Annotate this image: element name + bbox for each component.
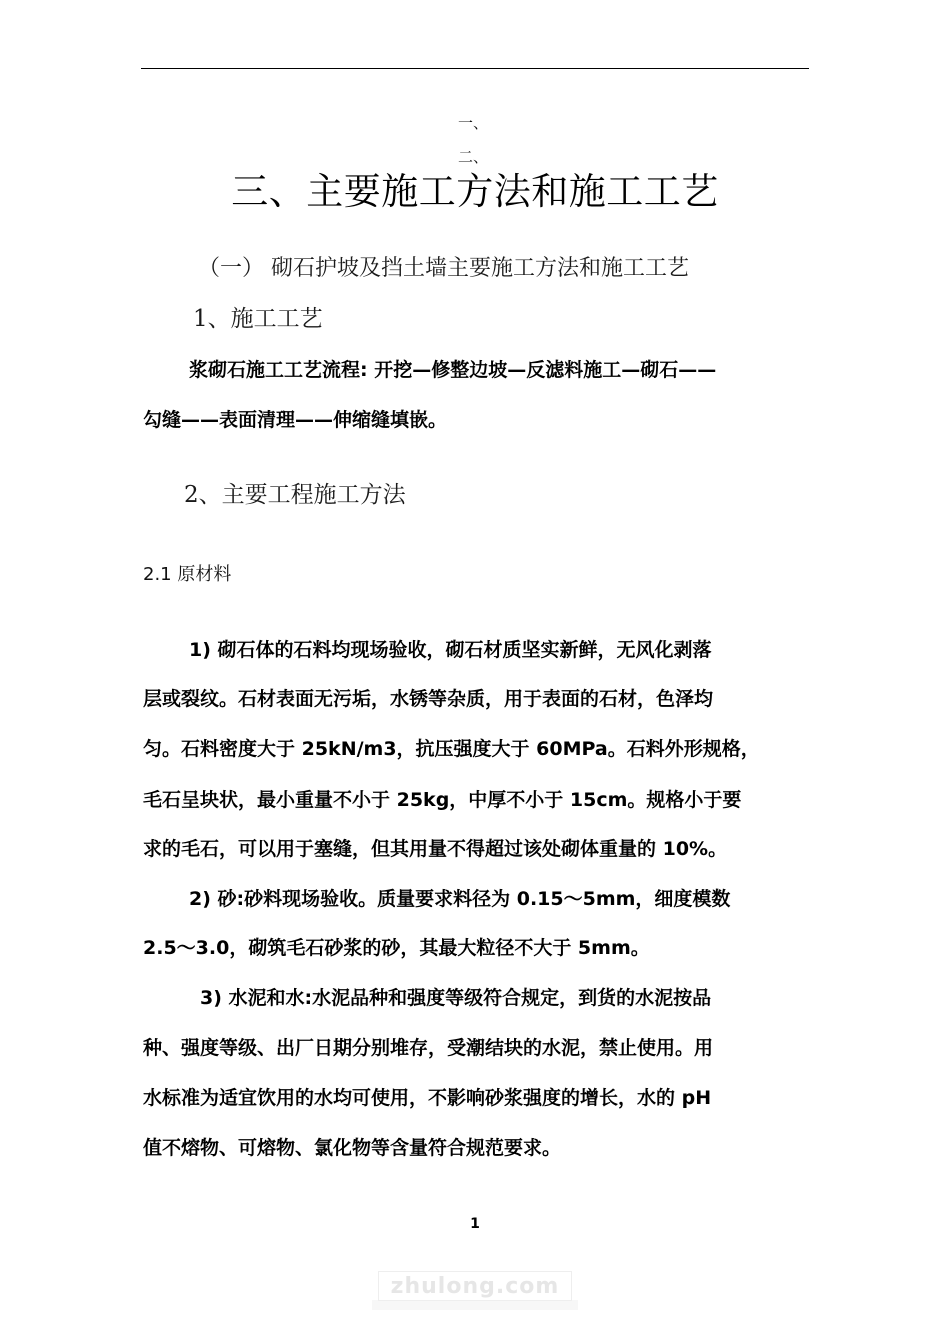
watermark bbox=[378, 1271, 572, 1301]
list-marker-2: 二、 bbox=[458, 148, 489, 166]
para-1-line-1: 1) 砌石体的石料均现场验收，砌石材质坚实新鲜，无风化剥落 bbox=[189, 639, 712, 661]
flow-line-2: 勾缝——表面清理——伸缩缝填嵌。 bbox=[143, 409, 448, 431]
para-2-line-2: 2.5～3.0，砌筑毛石砂浆的砂，其最大粒径不大于 5mm。 bbox=[143, 937, 650, 959]
watermark-band bbox=[372, 1300, 578, 1310]
section-raw-materials: 2.1 原材料 bbox=[143, 564, 232, 585]
flow-line-1: 浆砌石施工工艺流程: 开挖—修整边坡—反滤料施工—砌石—— bbox=[189, 359, 717, 381]
header-rule bbox=[141, 68, 809, 69]
page-title: 三、主要施工方法和施工工艺 bbox=[231, 170, 719, 213]
para-1-line-2: 层或裂纹。石材表面无污垢，水锈等杂质，用于表面的石材，色泽均 bbox=[143, 688, 714, 710]
para-3-line-2: 种、强度等级、出厂日期分别堆存，受潮结块的水泥，禁止使用。用 bbox=[143, 1037, 714, 1059]
subsection-title: （一） 砌石护坡及挡土墙主要施工方法和施工工艺 bbox=[198, 256, 689, 281]
watermark-text: zhulong.com bbox=[390, 1274, 560, 1299]
para-2-line-1: 2) 砂:砂料现场验收。质量要求料径为 0.15～5mm，细度模数 bbox=[189, 888, 731, 910]
para-3-line-3: 水标准为适宜饮用的水均可使用，不影响砂浆强度的增长，水的 pH bbox=[143, 1087, 712, 1109]
para-1-line-4: 毛石呈块状，最小重量不小于 25kg，中厚不小于 15cm。规格小于要 bbox=[143, 789, 742, 811]
para-1-line-5: 求的毛石，可以用于塞缝，但其用量不得超过该处砌体重量的 10%。 bbox=[143, 838, 728, 860]
para-1-line-3: 匀。石料密度大于 25kN/m3，抗压强度大于 60MPa。石料外形规格， bbox=[143, 738, 760, 760]
para-3-line-1: 3) 水泥和水:水泥品种和强度等级符合规定，到货的水泥按品 bbox=[200, 987, 712, 1009]
para-3-line-4: 值不熔物、可熔物、氯化物等含量符合规范要求。 bbox=[143, 1137, 562, 1159]
heading-main-methods: 2、主要工程施工方法 bbox=[184, 482, 406, 508]
heading-construction-process: 1、施工工艺 bbox=[193, 306, 323, 332]
list-marker-1: 一、 bbox=[458, 114, 489, 132]
page-number: 1 bbox=[470, 1216, 480, 1232]
